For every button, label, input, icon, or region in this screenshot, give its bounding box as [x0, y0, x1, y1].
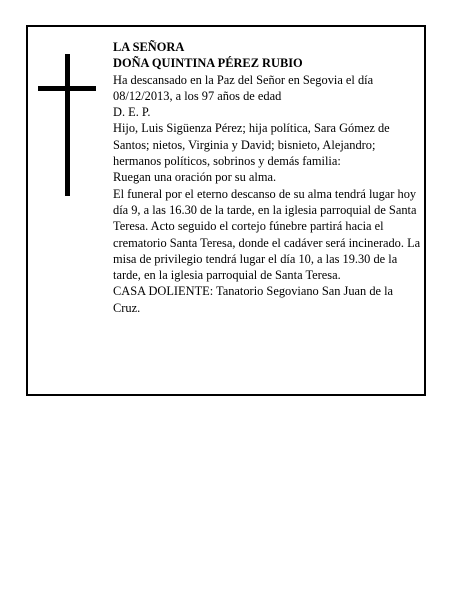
- notice-title: LA SEÑORA: [113, 40, 185, 54]
- rest-in-peace-text: D. E. P.: [113, 105, 151, 120]
- prayer-request: Ruegan una oración por su alma.: [113, 170, 277, 185]
- obituary-text: [113, 39, 421, 316]
- deceased-name: DOÑA QUINTINA PÉREZ RUBIO: [113, 56, 303, 71]
- cross-vertical-bar: [65, 54, 70, 196]
- mourning-house: CASA DOLIENTE: Tanatorio Segoviano San Juan de la Cruz.: [113, 284, 394, 315]
- cross-horizontal-bar: [38, 86, 96, 91]
- family-list: Hijo, Luis Sigüenza Pérez; hija política, Sara Gómez de Santos; nietos, Virginia y David; bisnieto, Alejandro; hermanos políticos, sobrinos y demás familia:: [113, 121, 390, 169]
- death-statement: Ha descansado en la Paz del Señor en Segovia el día 08/12/2013, a los 97 años de edad: [113, 72, 374, 103]
- funeral-details: El funeral por el eterno descanso de su alma tendrá lugar hoy día 9, a las 16.30 de la tarde, en la iglesia parroquial de Santa Teresa. Acto seguido el cortejo fúnebre partirá hacia el crematorio Santa Teresa, donde el cadáver será incinerado. La misa de privilegio tendrá lugar el día 10, a las 19.30 de la tarde, en la iglesia parroquial de Santa Teresa.: [113, 186, 421, 283]
- cross-icon: [38, 54, 96, 196]
